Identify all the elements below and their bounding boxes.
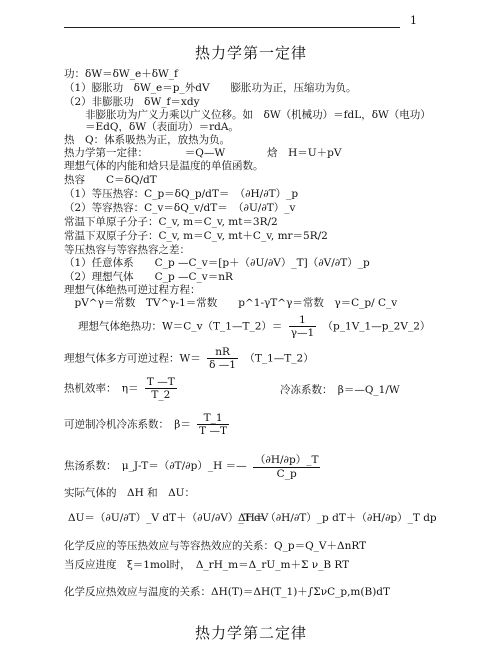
numerator: T_1 — [197, 412, 229, 425]
text-line: （2）等容热容：C_v＝δQ_v/dT＝ （∂U/∂T）_v — [64, 202, 296, 214]
text-line: 等压热容与等容热容之差： — [64, 244, 190, 256]
fraction — [253, 452, 321, 480]
text-line: （2）非膨胀功 δW_f＝xdy — [64, 96, 200, 108]
formula-prefix: 可逆制冷机冷冻系数： β＝ — [64, 418, 191, 431]
text-line: 热容 C＝δQ/dT — [64, 174, 157, 186]
formula-joule-thomson — [64, 452, 323, 480]
denominator: γ—1 — [290, 327, 315, 339]
formula-polytropic-work — [64, 346, 314, 371]
formula-real-gas-dh: ΔH＝（∂H/∂T）_p dT＋（∂H/∂p）_T dp — [238, 512, 437, 524]
text-line: 功：δW＝δW_e＋δW_f — [64, 68, 178, 80]
text-line: 化学反应的等压热效应与等容热效应的关系：Q_p＝Q_V＋ΔnRT — [64, 540, 367, 552]
section-title-second-law: 热力学第二定律 — [195, 624, 308, 642]
denominator: δ —1 — [209, 359, 236, 371]
numerator: （∂H/∂p）_T — [254, 454, 319, 466]
formula-reversible-refrigerator — [64, 412, 232, 437]
formula-prefix: 热机效率： η＝ — [64, 382, 139, 395]
fraction — [145, 376, 177, 401]
text-line: pV^γ＝常数 TV^γ-1＝常数 p^1-γT^γ＝常数 γ＝C_p/ C_v — [64, 297, 398, 309]
text-line: （2）理想气体 C_p —C_v＝nR — [64, 271, 233, 283]
formula-heat-engine-efficiency — [64, 376, 180, 401]
text-line: 当反应进度 ξ＝1mol时， Δ_rH_m＝Δ_rU_m＋Σ ν_B RT — [64, 559, 350, 571]
denominator: C_p — [276, 468, 297, 480]
fraction — [289, 314, 316, 339]
text-line: （1）膨胀功 δW_e＝p_外dV 膨胀功为正，压缩功为负。 — [64, 82, 357, 94]
formula-refrigeration-coefficient: 冷冻系数： β＝—Q_1/W — [280, 384, 400, 396]
formula-prefix: 焦汤系数： μ_J-T＝（∂T/∂p）_H ＝— — [64, 460, 247, 472]
text-line: ＝EdQ，δW（表面功）＝rdA。 — [64, 121, 239, 133]
header-rule — [64, 27, 400, 28]
text-line: 常温下单原子分子：C_v, m＝C_v, mt＝3R/2 — [64, 216, 278, 228]
section-title-first-law: 热力学第一定律 — [195, 44, 308, 62]
text-line: 化学反应热效应与温度的关系：ΔH(T)＝ΔH(T_1)＋∫ΣνC_p,m(B)dT — [64, 586, 391, 598]
text-line: 理想气体的内能和焓只是温度的单值函数。 — [64, 160, 264, 172]
page-number: 1 — [410, 14, 417, 27]
formula-suffix: （p_1V_1—p_2V_2） — [322, 320, 431, 333]
text-line: 热 Q：体系吸热为正，放热为负。 — [64, 134, 231, 146]
formula-suffix: （T_1—T_2） — [244, 352, 314, 365]
text-line: 热力学第一定律： ＝Q—W 焓 H＝U＋pV — [64, 147, 342, 159]
formula-prefix: 理想气体多方可逆过程：W＝ — [64, 352, 201, 365]
text-line: 实际气体的 ΔH 和 ΔU： — [64, 487, 196, 499]
text-line: 理想气体绝热可逆过程方程： — [64, 284, 201, 296]
denominator: T —T — [199, 425, 228, 437]
text-line: 常温下双原子分子：C_v, m＝C_v, mt＋C_v, mr＝5R/2 — [64, 230, 328, 242]
formula-adiabatic-work — [78, 314, 430, 339]
numerator: nR — [207, 346, 238, 359]
formula-prefix: 理想气体绝热功：W＝C_v（T_1—T_2）＝ — [78, 320, 283, 333]
fraction — [207, 346, 238, 371]
text-line: （1）等压热容：C_p＝δQ_p/dT＝ （∂H/∂T）_p — [64, 188, 299, 200]
fraction — [197, 412, 229, 437]
text-line: （1）任意体系 C_p —C_v＝[p＋（∂U/∂V）_T]（∂V/∂T）_p — [64, 257, 370, 269]
text-line: 非膨胀功为广义力乘以广义位移。如 δW（机械功）＝fdL，δW（电功） — [64, 109, 431, 121]
numerator: 1 — [289, 314, 316, 327]
formula-real-gas-du: ΔU＝（∂U/∂T）_V dT＋（∂U/∂V）_T dV — [68, 512, 269, 524]
denominator: T_2 — [151, 389, 171, 401]
numerator: T —T — [146, 376, 175, 388]
